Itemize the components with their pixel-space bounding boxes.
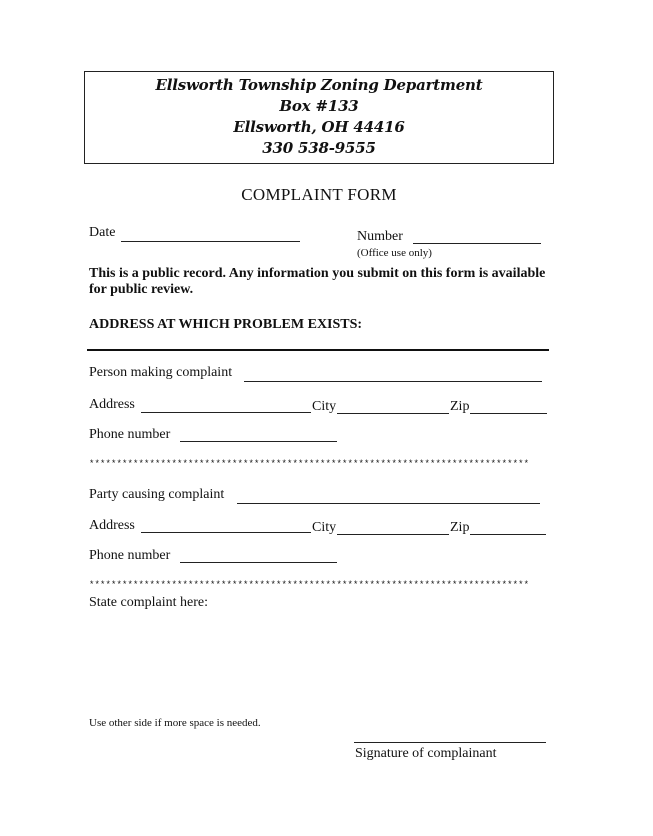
form-title: COMPLAINT FORM bbox=[241, 185, 397, 204]
complainant-city-label: City bbox=[312, 399, 337, 414]
city-state-zip: Ellsworth, OH 44416 bbox=[233, 118, 405, 136]
complainant-address-field[interactable] bbox=[141, 399, 311, 413]
person-making-complaint-field[interactable] bbox=[244, 367, 542, 382]
other-side-note: Use other side if more space is needed. bbox=[89, 717, 261, 729]
complaint-text-area[interactable] bbox=[89, 614, 547, 706]
signature-label: Signature of complainant bbox=[355, 746, 497, 761]
respondent-zip-label: Zip bbox=[450, 520, 470, 535]
date-label: Date bbox=[89, 225, 116, 240]
box-number: Box #133 bbox=[279, 97, 359, 115]
respondent-phone-field[interactable] bbox=[180, 549, 337, 563]
public-record-notice: This is a public record. Any information you submit on this form is available for public review. bbox=[89, 266, 546, 297]
complainant-phone-field[interactable] bbox=[180, 428, 337, 442]
respondent-phone-label: Phone number bbox=[89, 548, 171, 563]
respondent-city-label: City bbox=[312, 520, 337, 535]
separator-asterisks: ******************************************************************************** bbox=[89, 580, 530, 590]
respondent-city-field[interactable] bbox=[337, 521, 449, 535]
date-field[interactable] bbox=[121, 227, 300, 242]
complainant-phone-label: Phone number bbox=[89, 427, 171, 442]
number-label: Number bbox=[357, 229, 403, 244]
person-making-complaint-label: Person making complaint bbox=[89, 365, 233, 380]
header-box bbox=[84, 71, 554, 164]
signature-field[interactable] bbox=[354, 730, 546, 743]
number-field[interactable] bbox=[413, 231, 541, 244]
office-use-note: (Office use only) bbox=[357, 247, 432, 259]
respondent-address-label: Address bbox=[89, 518, 135, 533]
state-complaint-label: State complaint here: bbox=[89, 595, 208, 610]
separator-asterisks: ******************************************************************************** bbox=[89, 459, 530, 469]
respondent-address-field[interactable] bbox=[141, 519, 311, 533]
complainant-zip-field[interactable] bbox=[470, 400, 547, 414]
party-causing-complaint-field[interactable] bbox=[237, 489, 540, 504]
complainant-address-label: Address bbox=[89, 397, 135, 412]
department-name: Ellsworth Township Zoning Department bbox=[155, 76, 483, 94]
party-causing-complaint-label: Party causing complaint bbox=[89, 487, 225, 502]
complainant-zip-label: Zip bbox=[450, 399, 470, 414]
address-heading: ADDRESS AT WHICH PROBLEM EXISTS: bbox=[89, 317, 363, 332]
problem-address-field[interactable] bbox=[87, 341, 549, 351]
respondent-zip-field[interactable] bbox=[470, 521, 546, 535]
phone: 330 538-9555 bbox=[262, 139, 376, 157]
complainant-city-field[interactable] bbox=[337, 400, 449, 414]
